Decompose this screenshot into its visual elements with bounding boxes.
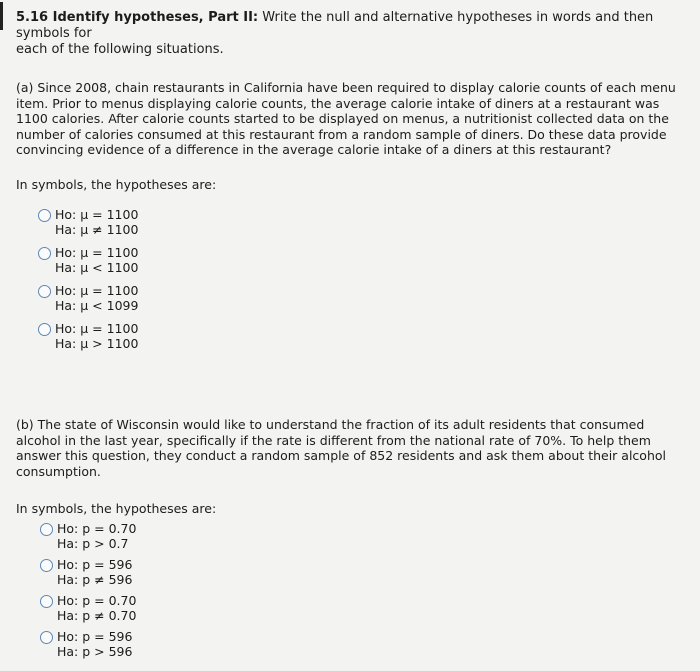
part-b-options (40, 521, 136, 659)
part-a-option-3[interactable] (38, 283, 138, 313)
null-hypothesis: Ho: p = 0.70 (57, 593, 137, 608)
alt-hypothesis: Ha: p > 0.7 (57, 536, 129, 551)
alt-hypothesis: Ha: p > 596 (57, 644, 133, 659)
radio-button[interactable] (40, 595, 53, 608)
alt-hypothesis: Ha: p ≠ 596 (57, 572, 133, 587)
null-hypothesis: Ho: p = 596 (57, 557, 133, 572)
radio-button[interactable] (40, 631, 53, 644)
part-a-text (16, 80, 676, 158)
part-a-line: item. Prior to menus displaying calorie counts, the average calorie intake of diners at a restaurant was (16, 95, 660, 111)
part-a-line: convincing evidence of a difference in the average calorie intake of a diners at this restaurant? (16, 142, 612, 157)
radio-button[interactable] (40, 523, 53, 536)
null-hypothesis: Ho: p = 596 (57, 629, 133, 644)
title-bold: 5.16 Identify hypotheses, Part II: (16, 10, 259, 25)
null-hypothesis: Ho: μ = 1100 (55, 283, 139, 298)
null-hypothesis: Ho: μ = 1100 (55, 245, 139, 260)
question-title (16, 10, 686, 58)
part-b-option-4[interactable] (40, 629, 136, 659)
null-hypothesis: Ho: μ = 1100 (55, 207, 139, 222)
part-b-option-3[interactable] (40, 593, 136, 623)
radio-button[interactable] (38, 323, 51, 336)
part-a-option-4[interactable] (38, 321, 138, 351)
left-edge-bar (0, 2, 3, 30)
part-a-line: number of calories consumed at this restaurant from a random sample of diners. Do these data provide (16, 126, 667, 142)
part-b-text (16, 417, 676, 479)
alt-hypothesis: Ha: μ ≠ 1100 (55, 222, 139, 237)
alt-hypothesis: Ha: p ≠ 0.70 (57, 608, 137, 623)
part-a-option-1[interactable] (38, 207, 138, 237)
part-a-option-2[interactable] (38, 245, 138, 275)
title-rest: Write the null and alternative hypotheses in words and then symbols for (16, 10, 654, 41)
part-b-line: alcohol in the last year, specifically if the rate is different from the national rate of 70%. To help them (16, 432, 651, 448)
radio-button[interactable] (38, 209, 51, 222)
part-a-options (38, 207, 138, 359)
part-b-line: answer this question, they conduct a random sample of 852 residents and ask them about their alcohol (16, 448, 666, 463)
radio-button[interactable] (38, 285, 51, 298)
null-hypothesis: Ho: p = 0.70 (57, 521, 137, 536)
radio-button[interactable] (40, 559, 53, 572)
alt-hypothesis: Ha: μ < 1100 (55, 260, 139, 275)
part-b-option-1[interactable] (40, 521, 136, 551)
alt-hypothesis: Ha: μ < 1099 (55, 298, 139, 313)
part-b-prompt: In symbols, the hypotheses are: (16, 501, 217, 516)
part-a-line: (a) Since 2008, chain restaurants in California have been required to display calorie counts of each menu (16, 80, 676, 95)
part-a-prompt: In symbols, the hypotheses are: (16, 177, 217, 192)
null-hypothesis: Ho: μ = 1100 (55, 321, 139, 336)
part-b-line: consumption. (16, 463, 101, 479)
radio-button[interactable] (38, 247, 51, 260)
part-b-line: (b) The state of Wisconsin would like to understand the fraction of its adult residents that consumed (16, 417, 645, 432)
part-b-option-2[interactable] (40, 557, 136, 587)
part-a-line: 1100 calories. After calorie counts started to be displayed on menus, a nutritionist collected data on the (16, 111, 669, 126)
title-line2: each of the following situations. (16, 42, 224, 57)
alt-hypothesis: Ha: μ > 1100 (55, 336, 139, 351)
